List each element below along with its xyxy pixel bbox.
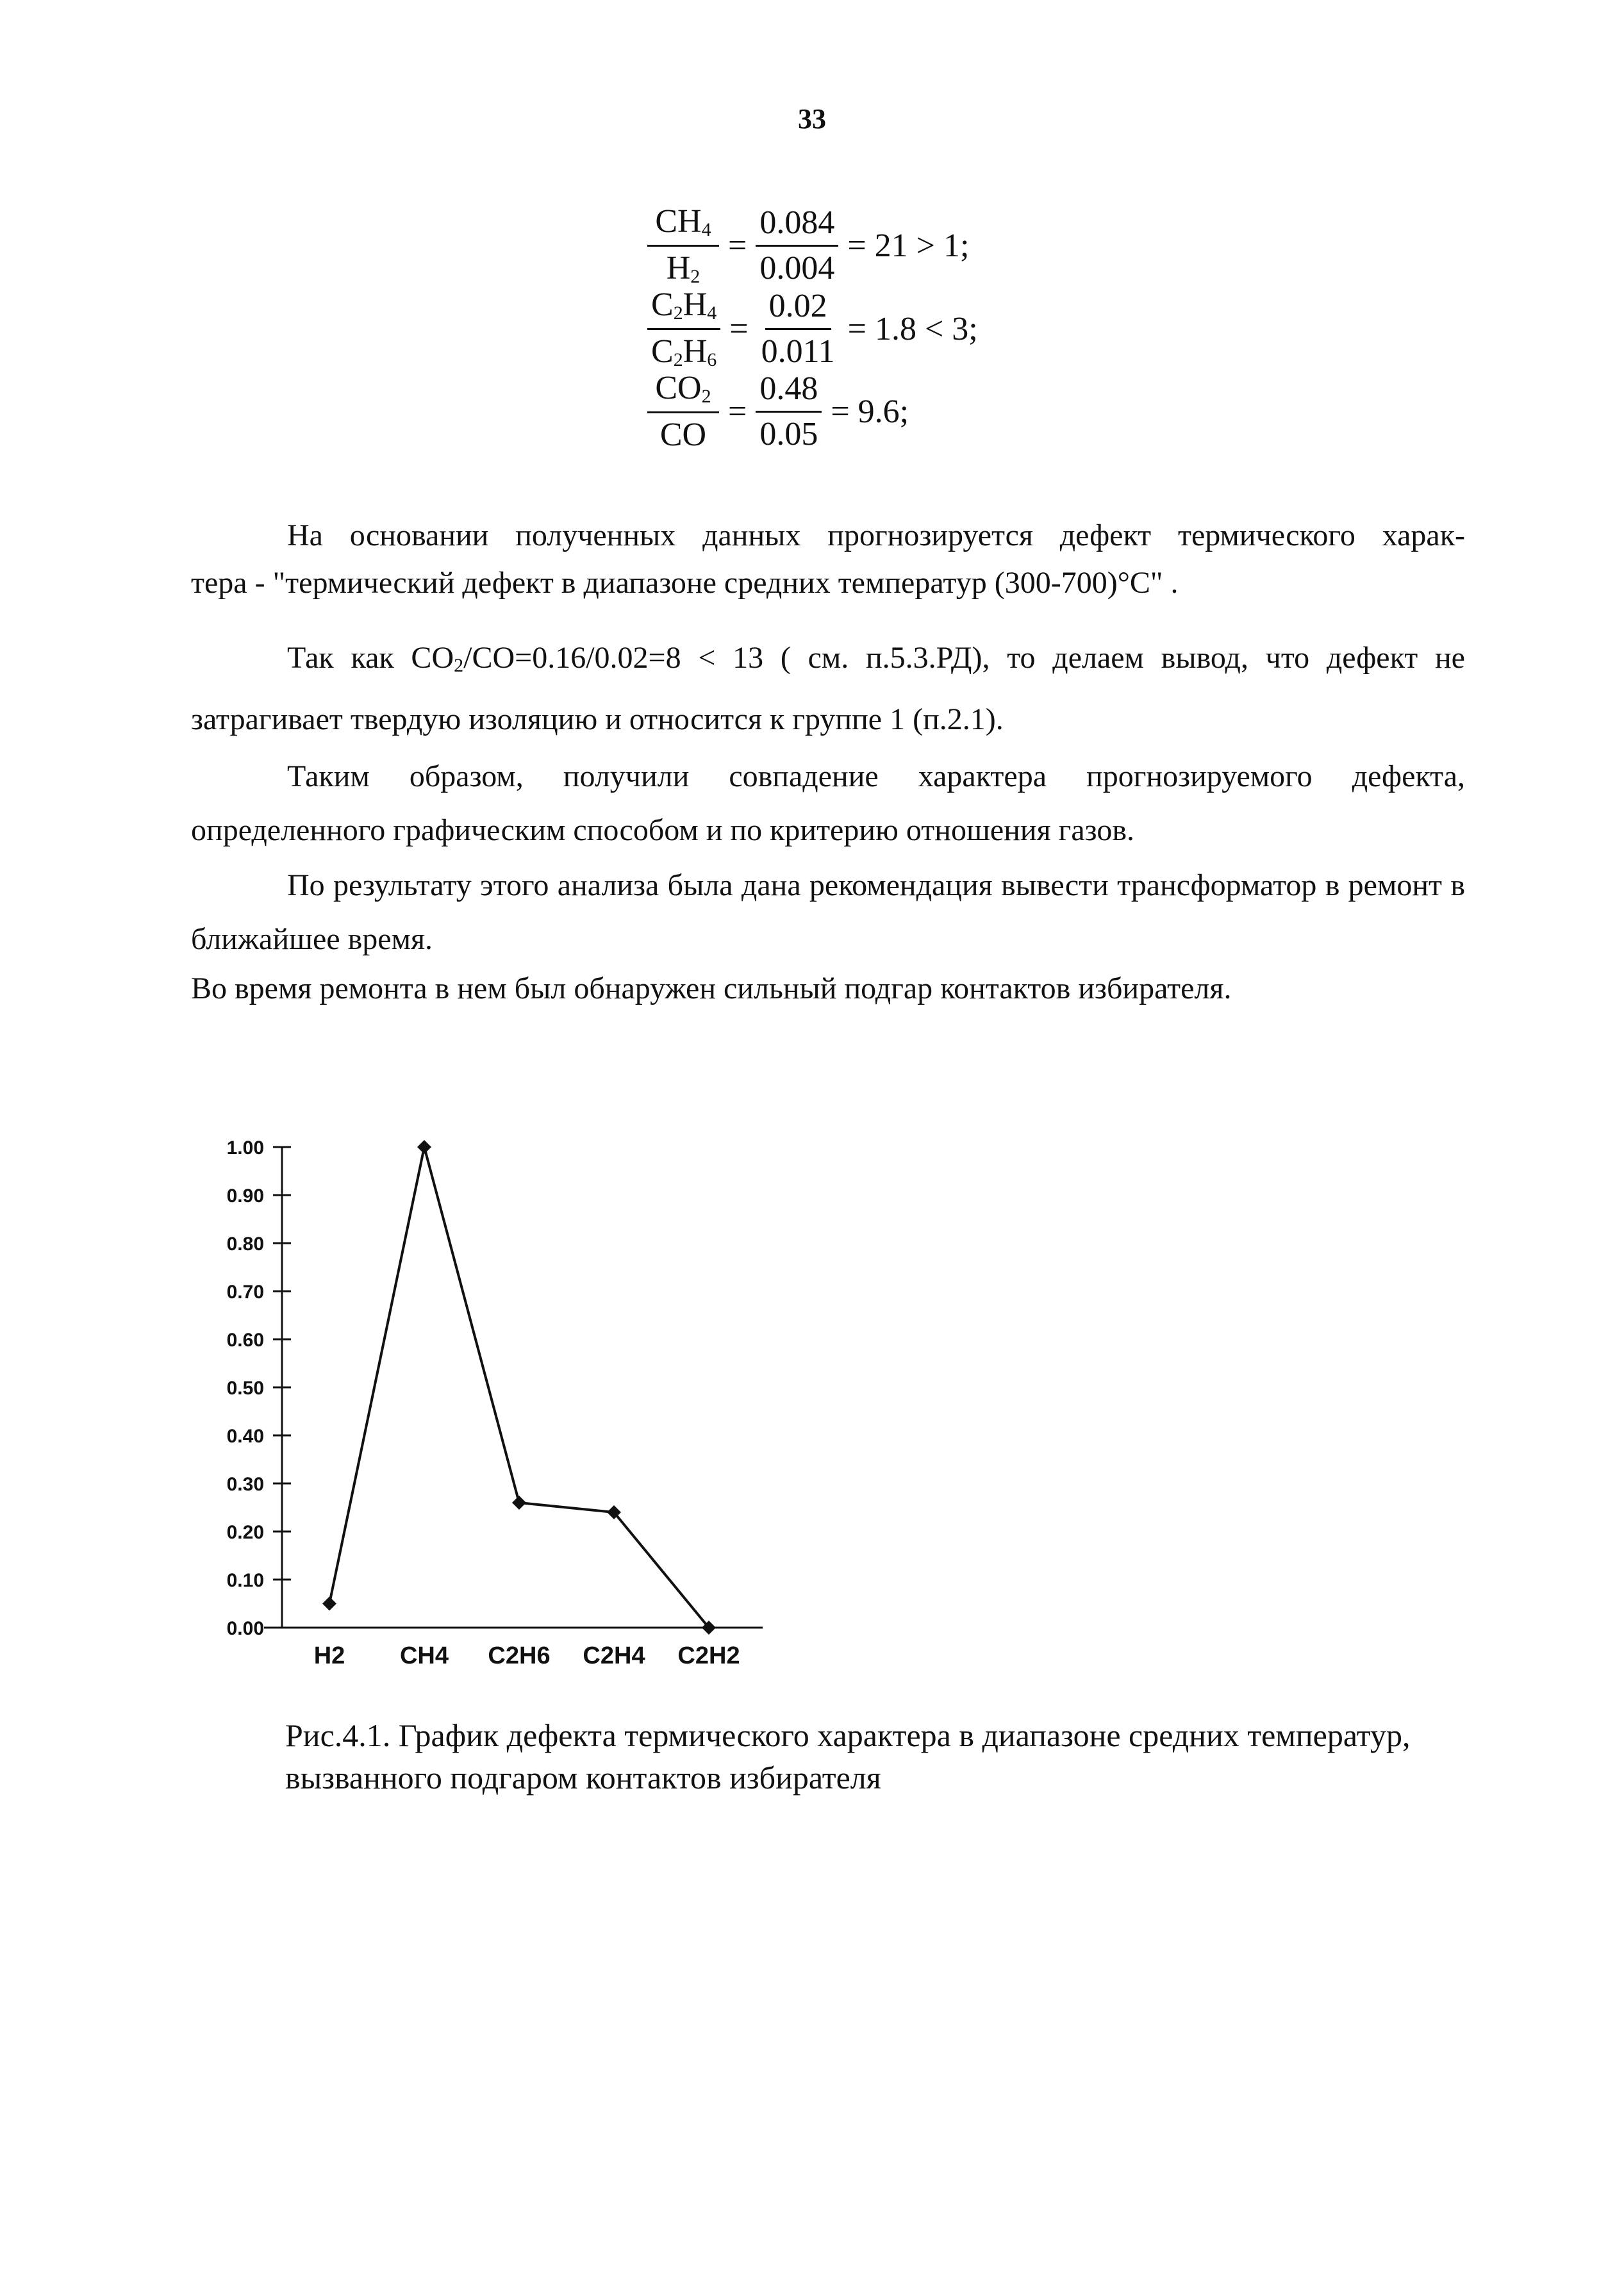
paragraph-forecast: На основании полученных данных прогнозируется дефект термического харак- тера - "термический дефект в диапазоне средних температур (300-700)°С" . [191,518,1465,600]
formula-ch4-h2: $\frac{CH_4}{H_2}$ = $\frac{0.084}{0.004}$ = 21 > 1; [647,205,969,286]
paragraph-co2-co-ratio: Так как $СО_2/СО=0.16/0.02=8 < 13$ ( см. п.5.3.РД), то делаем вывод, что дефект не затрагивает твердую изоляцию и относится к группе 1 (п.2.1). [191,641,1465,736]
formula-c2h4-c2h6: $\frac{C_2H_4}{C_2H_6}$ = $\frac{0.02}{0.011}$ = 1.8 < 3; [647,288,978,370]
y-tick-label: 0.00 [226,1618,264,1639]
formula-result: = 9.6; [831,393,909,430]
figure-caption: Рис.4.1. График дефекта термического характера в диапазоне средних температур, вызванного подгаром контактов избирателя [285,1717,1411,1796]
gas-ratio: $\frac{CO_2}{CO}$ [647,372,719,452]
y-tick-label: 0.60 [226,1330,264,1351]
y-tick-label: 0.50 [226,1378,264,1399]
formula-result: = 1.8 < 3; [847,310,978,347]
series-line [329,1147,709,1628]
x-tick-label: C2H6 [488,1642,551,1669]
paragraph-conclusion: Таким образом, получили совпадение характера прогнозируемого дефекта, определенного графическим способом и по критерию отношения газов. [191,759,1465,847]
y-tick-label: 0.40 [226,1426,264,1447]
formula-co2-co: $\frac{CO_2}{CO}$ = $\frac{0.48}{0.05}$ = 9.6; [647,372,909,452]
paragraph-repair-finding: Во время ремонта в нем был обнаружен сильный подгар контактов избирателя. [191,971,1232,1005]
gas-ratio: $\frac{C_2H_4}{C_2H_6}$ [647,288,720,370]
x-tick-label: H2 [313,1642,345,1669]
formula-result: = 21 > 1; [847,227,970,264]
data-point-marker [512,1496,526,1510]
value-ratio: $\frac{0.084}{0.004}$ [756,206,838,285]
y-tick-label: 1.00 [226,1137,264,1159]
x-tick-label: C2H4 [583,1642,645,1669]
value-ratio: $\frac{0.48}{0.05}$ [756,372,822,451]
paragraph-recommendation: По результату этого анализа была дана рекомендация вывести трансформатор в ремонт в ближайшее время. [191,868,1465,956]
value-ratio: $\frac{0.02}{0.011}$ [761,288,835,370]
y-tick-label: 0.80 [226,1234,264,1255]
y-tick-label: 0.10 [226,1570,264,1591]
data-point-marker [322,1597,336,1611]
y-tick-label: 0.30 [226,1474,264,1495]
gas-ratio: $\frac{CH_4}{H_2}$ [647,205,719,286]
defect-line-chart [192,1109,782,1685]
y-tick-label: 0.20 [226,1522,264,1543]
y-tick-label: 0.90 [226,1185,264,1207]
x-tick-label: CH4 [399,1642,449,1669]
data-point-marker [417,1140,431,1154]
x-tick-label: C2H2 [677,1642,740,1669]
page-number: 33 [798,103,826,135]
y-tick-label: 0.70 [226,1282,264,1303]
